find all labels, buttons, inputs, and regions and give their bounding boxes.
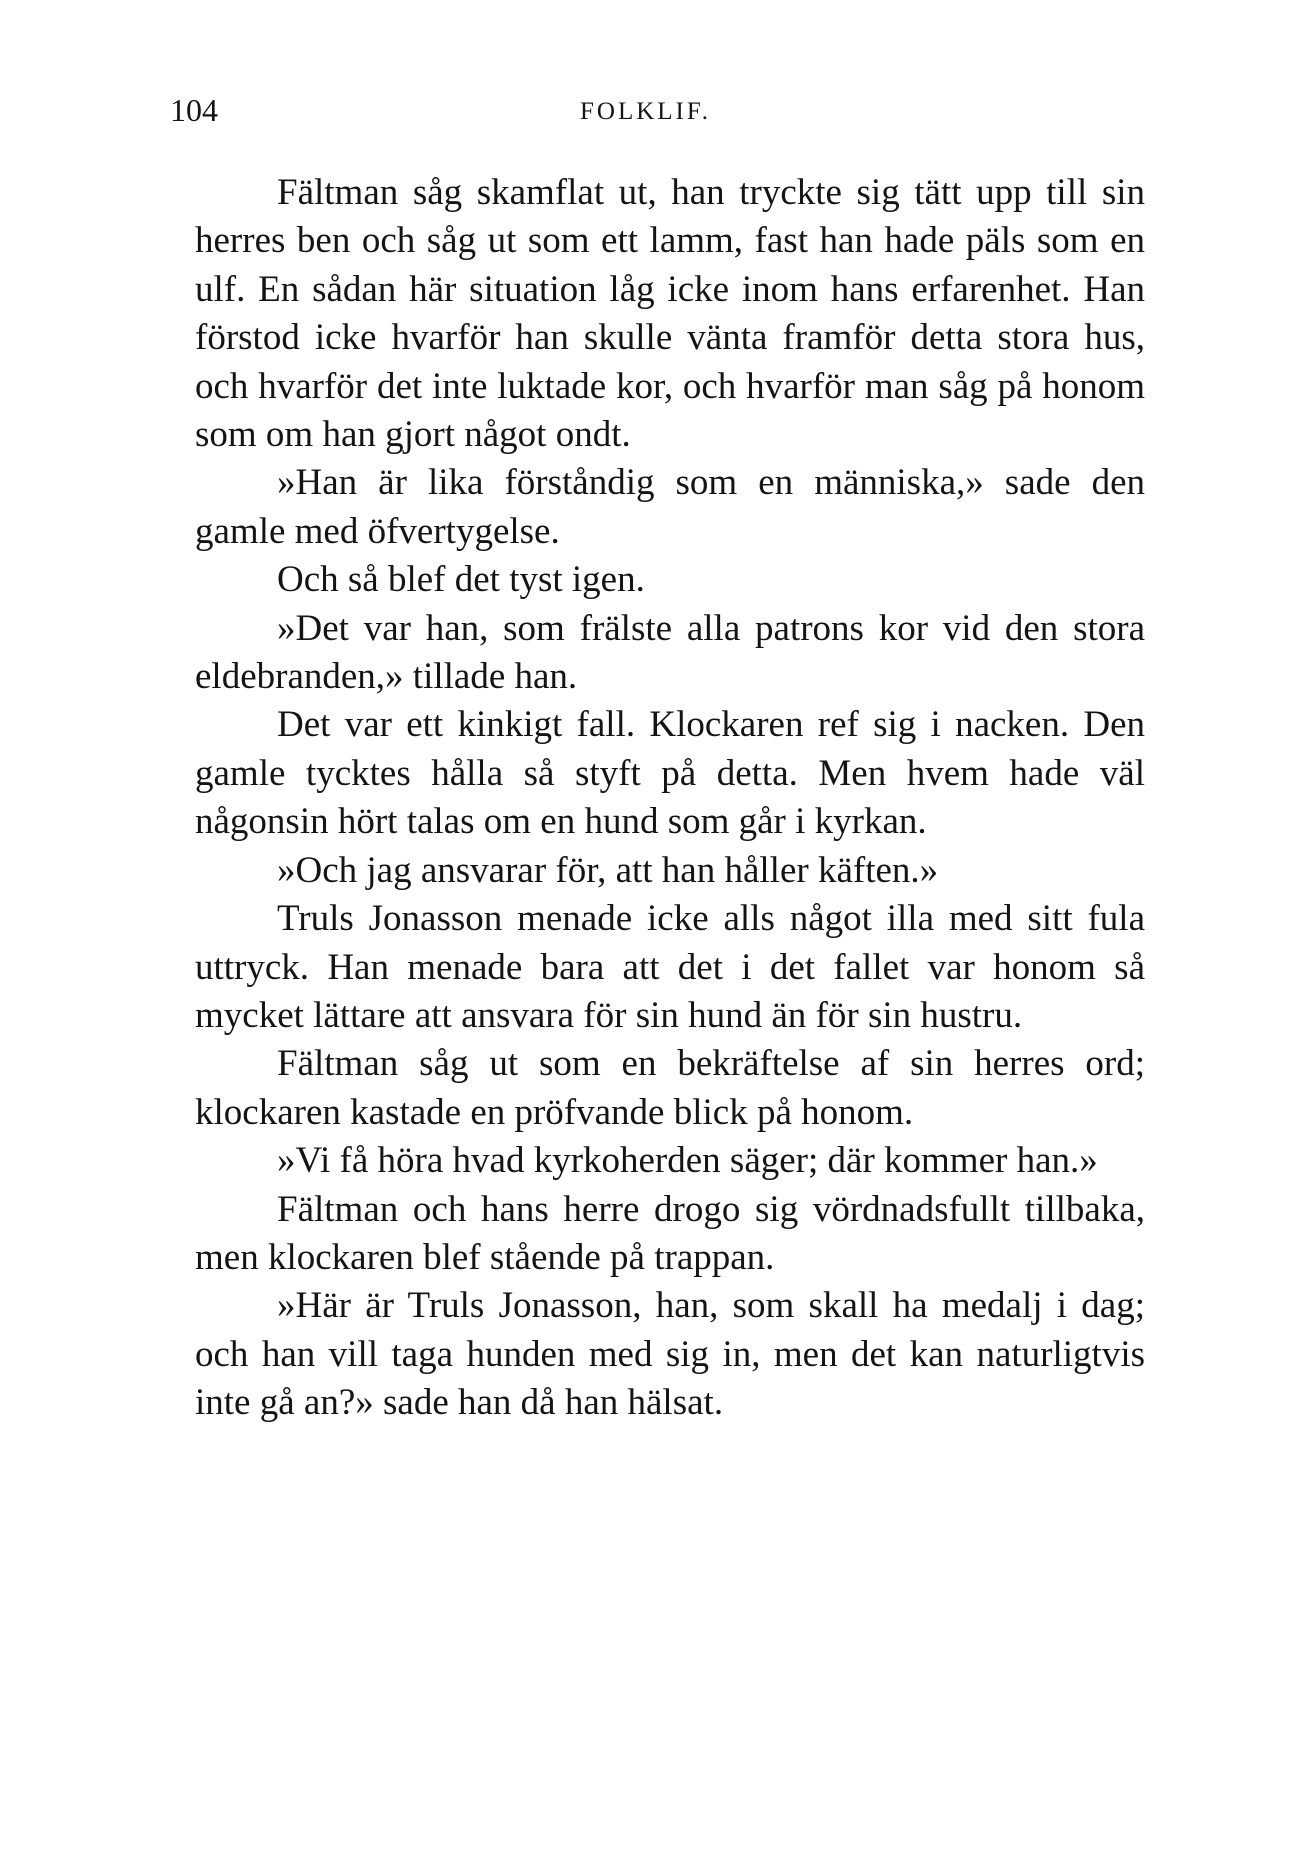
- paragraph: Fältman såg skamflat ut, han tryckte sig tätt upp till sin herres ben och såg ut som ett lamm, fast han hade päls som en ulf. En sådan här situation låg icke inom hans erfarenhet. Han förstod icke hvarför han skulle vänta framför detta stora hus, och hvarför det inte luktade kor, och hvarför man såg på honom som om han gjort något ondt.: [195, 172, 1145, 456]
- running-head: FOLKLIF.: [580, 98, 712, 125]
- page-header: [170, 92, 1145, 132]
- paragraph: »Det var han, som frälste alla patrons kor vid den stora eldebranden,» tillade han.: [195, 607, 1145, 698]
- paragraph: »Här är Truls Jonasson, han, som skall ha medalj i dag; och han vill taga hunden med sig in, men det kan naturligtvis inte gå an?» sade han då han hälsat.: [195, 1285, 1145, 1424]
- paragraph: »Och jag ansvarar för, att han håller käften.»: [277, 849, 939, 891]
- paragraph: Det var ett kinkigt fall. Klockaren ref sig i nacken. Den gamle tycktes hålla så styft på detta. Men hvem hade väl någonsin hört talas om en hund som går i kyrkan.: [195, 704, 1145, 843]
- paragraph: Truls Jonasson menade icke alls något illa med sitt fula uttryck. Han menade bara att det i det fallet var honom så mycket lättare att ansvara för sin hund än för sin hustru.: [195, 898, 1145, 1036]
- paragraph: Och så blef det tyst igen.: [277, 559, 645, 601]
- body-text: [195, 169, 1145, 1428]
- paragraph: Fältman såg ut som en bekräftelse af sin herres ord; klockaren kastade en pröfvande blick på honom.: [195, 1043, 1145, 1133]
- paragraph: Fältman och hans herre drogo sig vördnadsfullt tillbaka, men klockaren blef stående på trappan.: [195, 1188, 1145, 1278]
- paragraph: »Vi få höra hvad kyrkoherden säger; där kommer han.»: [277, 1140, 1098, 1182]
- page-number: 104: [170, 92, 218, 128]
- paragraph: »Han är lika förståndig som en människa,» sade den gamle med öfvertygelse.: [195, 462, 1145, 552]
